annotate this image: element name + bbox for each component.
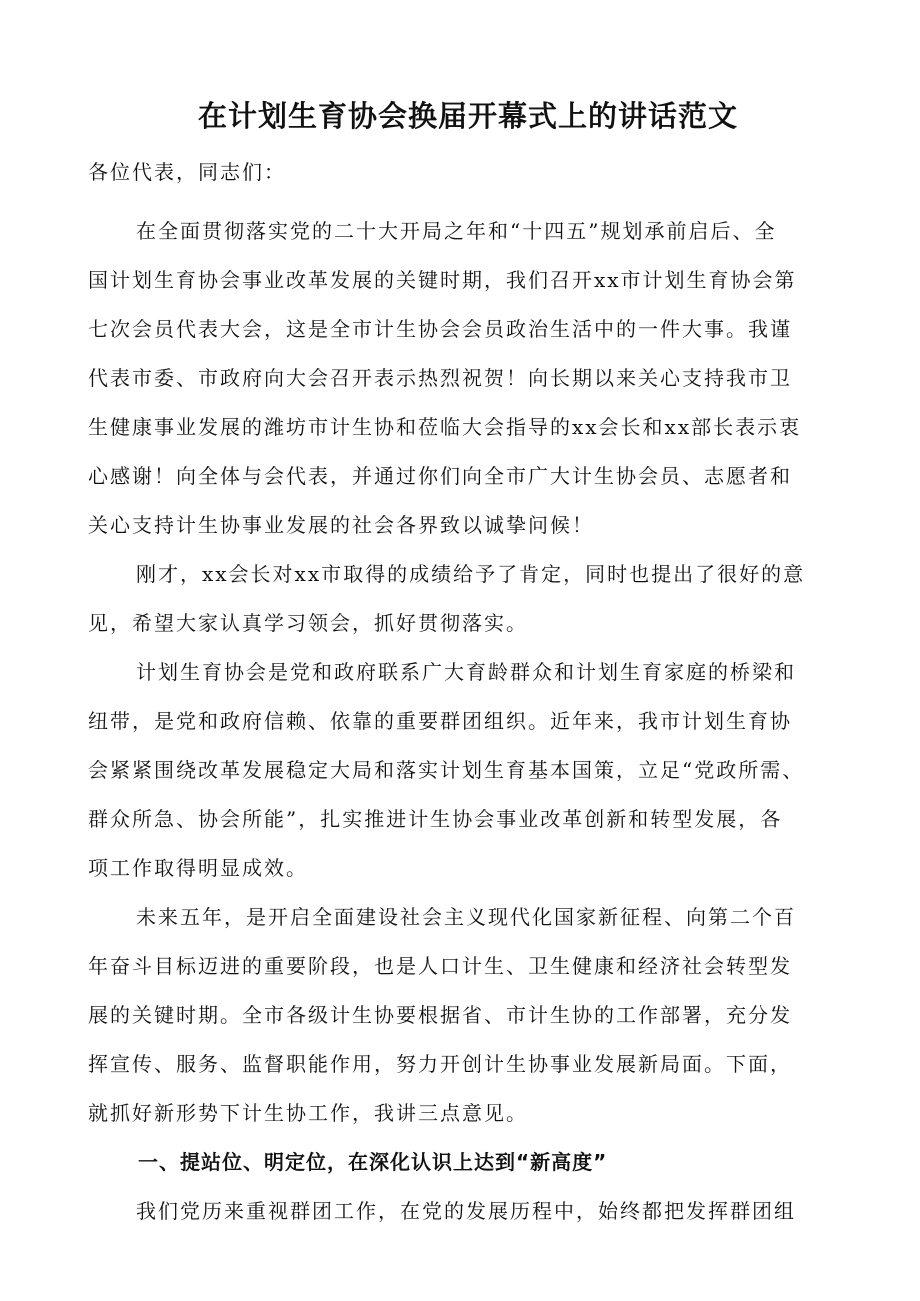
paragraph-line: 生健康事业发展的潍坊市计生协和莅临大会指导的xx会长和xx部长表示衷 (88, 415, 802, 439)
paragraph-3 (88, 648, 848, 893)
paragraph-line: 关心支持计生协事业发展的社会各界致以诚挚问候！ (88, 513, 594, 537)
paragraph-line: 未来五年，是开启全面建设社会主义现代化国家新征程、向第二个百 (136, 905, 796, 929)
paragraph-line: 会紧紧围绕改革发展稳定大局和落实计划生育基本国策，立足“党政所需、 (88, 758, 805, 782)
document-title: 在计划生育协会换届开幕式上的讲话范文 (197, 99, 738, 133)
paragraph-line: 代表市委、市政府向大会召开表示热烈祝贺！向长期以来关心支持我市卫 (88, 366, 792, 390)
paragraph-line: 项工作取得明显成效。 (88, 856, 308, 880)
paragraph-4 (88, 893, 848, 1138)
document-page (88, 0, 848, 1236)
paragraph-line: 计划生育协会是党和政府联系广大育龄群众和计划生育家庭的桥梁和 (136, 660, 796, 684)
paragraph-line: 我们党历来重视群团工作，在党的发展历程中，始终都把发挥群团组 (136, 1199, 796, 1223)
paragraph-line: 纽带，是党和政府信赖、依靠的重要群团组织。近年来，我市计划生育协 (88, 709, 792, 733)
paragraph-1 (88, 207, 848, 550)
greeting: 各位代表，同志们： (88, 160, 286, 184)
paragraph-line: 挥宣传、服务、监督职能作用，努力开创计生协事业发展新局面。下面， (88, 1052, 792, 1076)
paragraph-line: 刚才，xx会长对xx市取得的成绩给予了肯定，同时也提出了很好的意 (136, 562, 806, 586)
paragraph-line: 七次会员代表大会，这是全市计生协会会员政治生活中的一件大事。我谨 (88, 317, 792, 341)
paragraph-line: 见，希望大家认真学习领会，抓好贯彻落实。 (88, 611, 528, 635)
paragraph-line: 在全面贯彻落实党的二十大开局之年和“十四五”规划承前启后、全 (136, 219, 777, 243)
paragraph-line: 展的关键时期。全市各级计生协要根据省、市计生协的工作部署，充分发 (88, 1003, 792, 1027)
paragraph-line: 年奋斗目标迈进的重要阶段，也是人口计生、卫生健康和经济社会转型发 (88, 954, 792, 978)
paragraph-5 (88, 1187, 848, 1236)
paragraph-line: 国计划生育协会事业改革发展的关键时期，我们召开xx市计划生育协会第 (88, 268, 797, 292)
section-heading-1: 一、提站位、明定位，在深化认识上达到“新高度” (138, 1150, 608, 1174)
paragraph-line: 群众所急、协会所能”，扎实推进计生协会事业改革创新和转型发展，各 (88, 807, 783, 831)
paragraph-2 (88, 550, 848, 648)
paragraph-line: 心感谢！向全体与会代表，并通过你们向全市广大计生协会员、志愿者和 (88, 464, 792, 488)
paragraph-line: 就抓好新形势下计生协工作，我讲三点意见。 (88, 1101, 528, 1125)
